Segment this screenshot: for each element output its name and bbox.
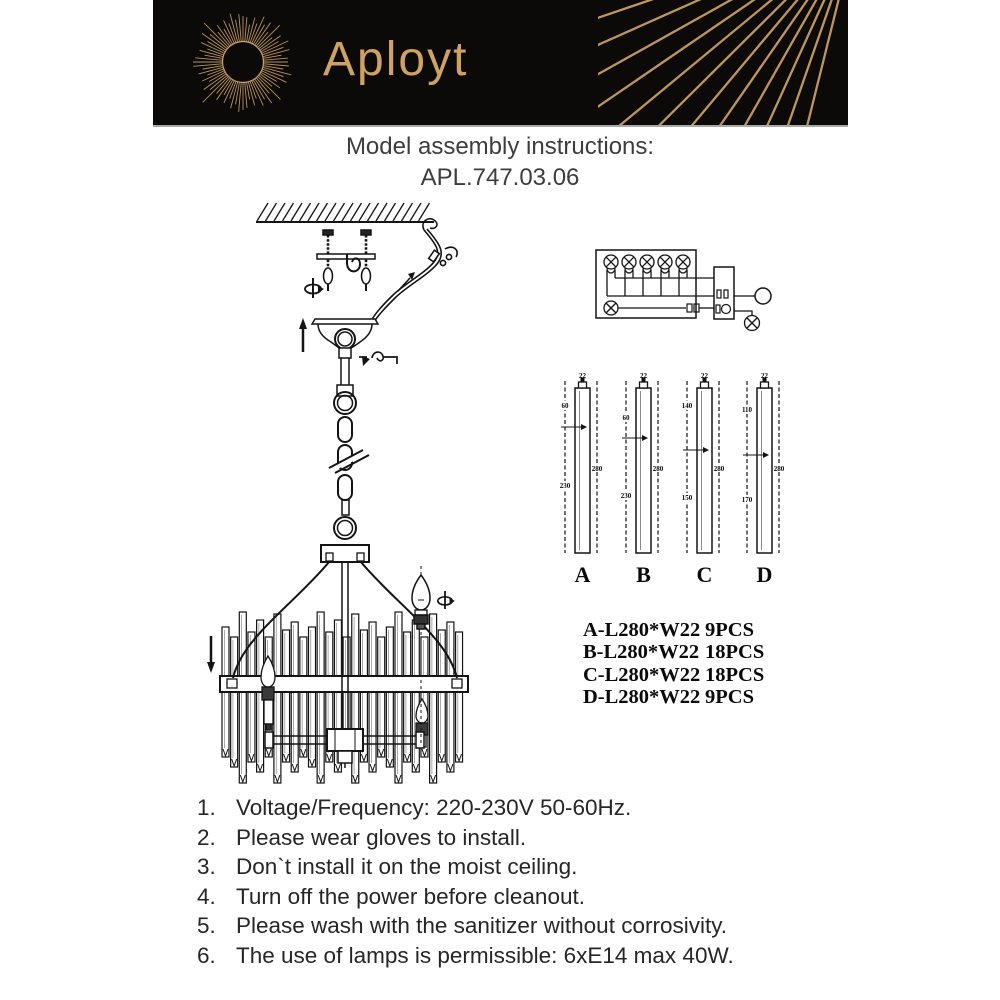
drum-band bbox=[220, 676, 468, 692]
part-code: A-L280*W22 bbox=[583, 619, 701, 641]
brand-name: Aployt bbox=[323, 33, 469, 86]
parts-list-row bbox=[583, 686, 764, 708]
parts-list-row bbox=[583, 664, 764, 686]
crystal-size-diagram bbox=[550, 372, 790, 590]
crystal-piece-label: B bbox=[636, 562, 651, 587]
dimension-label: 230 bbox=[620, 492, 632, 500]
instruction-item: 4. Turn off the power before cleanout. bbox=[197, 883, 585, 909]
dimension-label: 280 bbox=[713, 465, 725, 473]
part-code: D-L280*W22 bbox=[583, 686, 701, 709]
sheet-title: Model assembly instructions: bbox=[345, 133, 655, 160]
lamp-symbol bbox=[604, 255, 618, 296]
rotate-icon bbox=[305, 278, 324, 298]
model-number: APL.747.03.06 bbox=[420, 164, 580, 191]
dimension-label: 60 bbox=[622, 414, 630, 422]
crystal-piece bbox=[680, 372, 725, 587]
crystal-piece-label: C bbox=[696, 562, 713, 587]
instruction-item: 6. The use of lamps is permissible: 6xE14 max 40W. bbox=[197, 942, 734, 968]
down-arrow-icon bbox=[207, 636, 215, 673]
dimension-label: 280 bbox=[773, 465, 785, 473]
canopy-clamp-detail bbox=[359, 352, 397, 366]
instruction-item: 2. Please wear gloves to install. bbox=[197, 824, 527, 850]
canopy bbox=[312, 319, 378, 396]
part-code: B-L280*W22 bbox=[583, 641, 700, 664]
parts-list-row bbox=[583, 619, 764, 641]
dimension-label: 22 bbox=[701, 372, 708, 380]
part-code: C-L280*W22 bbox=[583, 663, 701, 686]
instruction-item: 3. Don`t install it on the moist ceiling. bbox=[197, 854, 578, 880]
dimension-label: 140 bbox=[681, 402, 693, 410]
dimension-label: 22 bbox=[761, 372, 768, 380]
lamp-symbol bbox=[676, 255, 690, 296]
dimension-label: 22 bbox=[640, 372, 647, 380]
part-qty: 9PCS bbox=[705, 686, 754, 709]
parts-list bbox=[583, 619, 764, 709]
crystal-piece-label: A bbox=[574, 562, 591, 587]
part-qty: 9PCS bbox=[705, 619, 754, 641]
dimension-label: 60 bbox=[561, 402, 569, 410]
instruction-item: 1. Voltage/Frequency: 220-230V 50-60Hz. bbox=[197, 795, 632, 820]
crystal-piece bbox=[619, 372, 664, 587]
instruction-item: 5. Please wash with the sanitizer without corrosivity. bbox=[197, 913, 728, 939]
up-arrow-icon bbox=[299, 318, 307, 352]
crystal-piece-label: D bbox=[756, 562, 773, 587]
dimension-label: 150 bbox=[681, 494, 693, 502]
lamp-symbol bbox=[745, 316, 760, 331]
parts-list-row bbox=[583, 641, 764, 663]
rotate-bulb-icon bbox=[438, 591, 455, 609]
ceiling-hatch bbox=[256, 203, 434, 222]
wiring-diagram bbox=[588, 240, 788, 340]
lamp-symbol bbox=[658, 255, 672, 296]
lamp-symbol bbox=[622, 255, 636, 296]
crystal-piece bbox=[740, 372, 785, 587]
dimension-label: 110 bbox=[741, 406, 753, 414]
assembly-illustration bbox=[190, 195, 480, 795]
crystal-piece bbox=[558, 372, 603, 587]
hanging-chain bbox=[329, 392, 369, 539]
terminal-block bbox=[714, 267, 734, 319]
candle-bulb-icon bbox=[412, 575, 430, 629]
dimension-label: 22 bbox=[579, 372, 586, 380]
lamp-symbol bbox=[604, 301, 618, 315]
dimension-label: 280 bbox=[652, 465, 664, 473]
brand-header bbox=[153, 0, 848, 127]
supply-wires bbox=[371, 219, 457, 322]
lamp-symbol bbox=[640, 255, 654, 296]
part-qty: 18PCS bbox=[705, 641, 765, 664]
dimension-label: 230 bbox=[559, 482, 571, 490]
rays-decoration bbox=[598, 0, 848, 125]
wire-terminal-circle bbox=[755, 288, 771, 304]
instructions-list bbox=[197, 793, 734, 971]
dimension-label: 280 bbox=[591, 465, 603, 473]
dimension-label: 170 bbox=[741, 496, 753, 504]
sunburst-logo-icon bbox=[187, 6, 299, 118]
part-qty: 18PCS bbox=[705, 663, 765, 686]
